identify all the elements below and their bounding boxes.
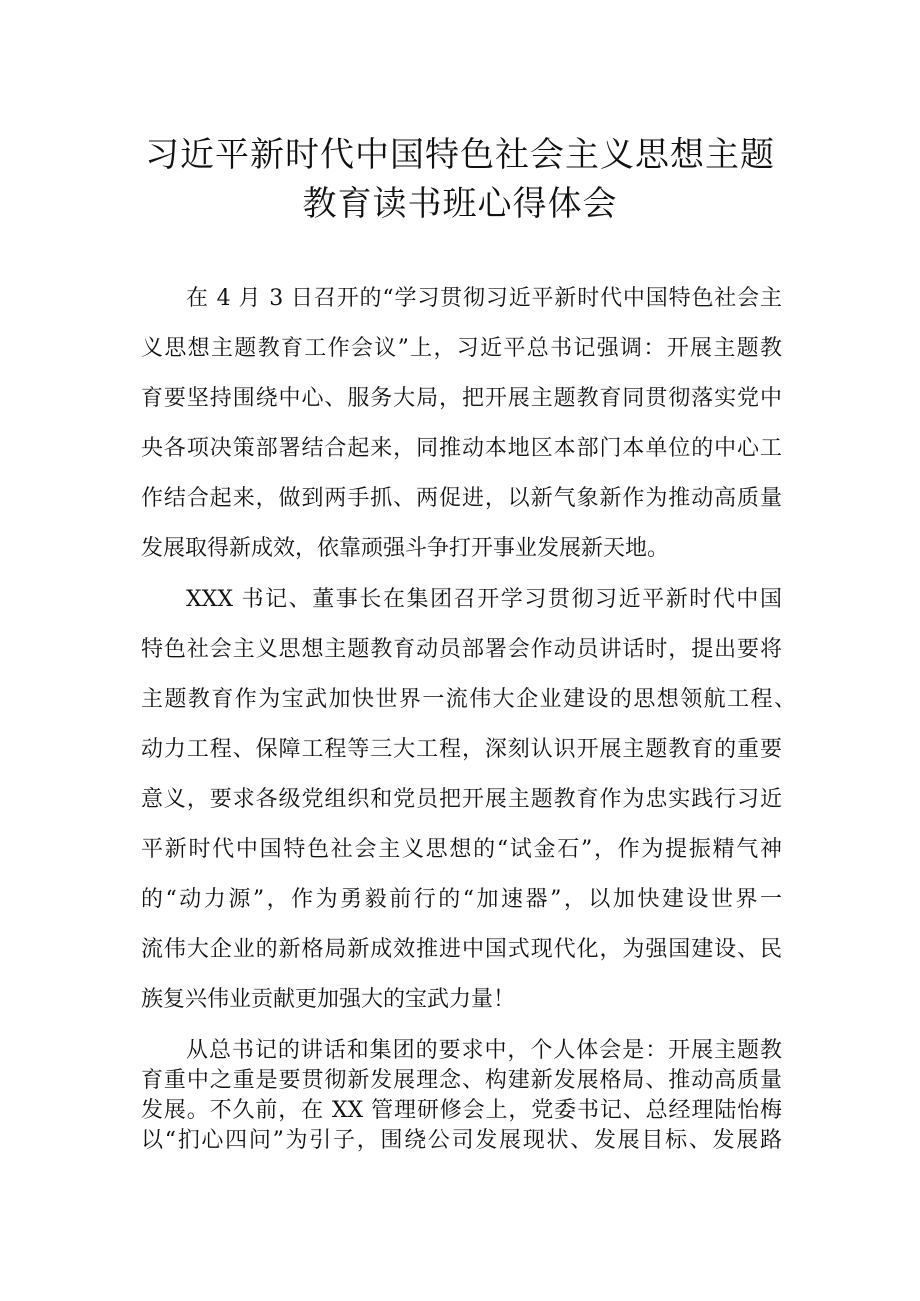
paragraph-line: 从总书记的讲话和集团的要求中，个人体会是：开展主题教 xyxy=(186,1038,782,1063)
paragraph-line: 央各项决策部署结合起来，同推动本地区本部门本单位的中心工 xyxy=(141,436,782,461)
doc-title-line-1: 习近平新时代中国特色社会主义思想主题 xyxy=(145,135,775,175)
paragraph-line: 族复兴伟业贡献更加强大的宝武力量！ xyxy=(141,987,516,1012)
paragraph-line: 义思想主题教育工作会议”上，习近平总书记强调：开展主题教 xyxy=(141,336,782,361)
paragraph-line: 主题教育作为宝武加快世界一流伟大企业建设的思想领航工程、 xyxy=(141,687,796,712)
paragraph-line: 平新时代中国特色社会主义思想的“试金石”，作为提振精气神 xyxy=(141,837,782,862)
paragraph-line: 流伟大企业的新格局新成效推进中国式现代化，为强国建设、民 xyxy=(141,937,782,962)
paragraph-line: 特色社会主义思想主题教育动员部署会作动员讲话时，提出要将 xyxy=(141,637,782,662)
paragraph-line: 发展取得新成效，依靠顽强斗争打开事业发展新天地。 xyxy=(141,536,670,561)
paragraph-line: 在 4 月 3 日召开的“学习贯彻习近平新时代中国特色社会主 xyxy=(186,286,782,311)
paragraph-line: 发展。不久前，在 XX 管理研修会上，党委书记、总经理陆怡梅 xyxy=(141,1098,782,1123)
paragraph-line: 育重中之重是要贯彻新发展理念、构建新发展格局、推动高质量 xyxy=(141,1068,782,1093)
paragraph-line: 意义，要求各级党组织和党员把开展主题教育作为忠实践行习近 xyxy=(141,787,782,812)
paragraph-line: 动力工程、保障工程等三大工程，深刻认识开展主题教育的重要 xyxy=(141,737,782,762)
paragraph-line: 育要坚持围绕中心、服务大局，把开展主题教育同贯彻落实党中 xyxy=(141,386,782,411)
paragraph-line: XXX 书记、董事长在集团召开学习贯彻习近平新时代中国 xyxy=(186,587,782,612)
paragraph-line: 作结合起来，做到两手抓、两促进，以新气象新作为推动高质量 xyxy=(141,486,782,511)
doc-title-line-2: 教育读书班心得体会 xyxy=(302,184,618,224)
paragraph-line: 的“动力源”，作为勇毅前行的“加速器”，以加快建设世界一 xyxy=(141,887,782,912)
paragraph-line: 以“扪心四问”为引子，围绕公司发展现状、发展目标、发展路 xyxy=(141,1128,782,1153)
